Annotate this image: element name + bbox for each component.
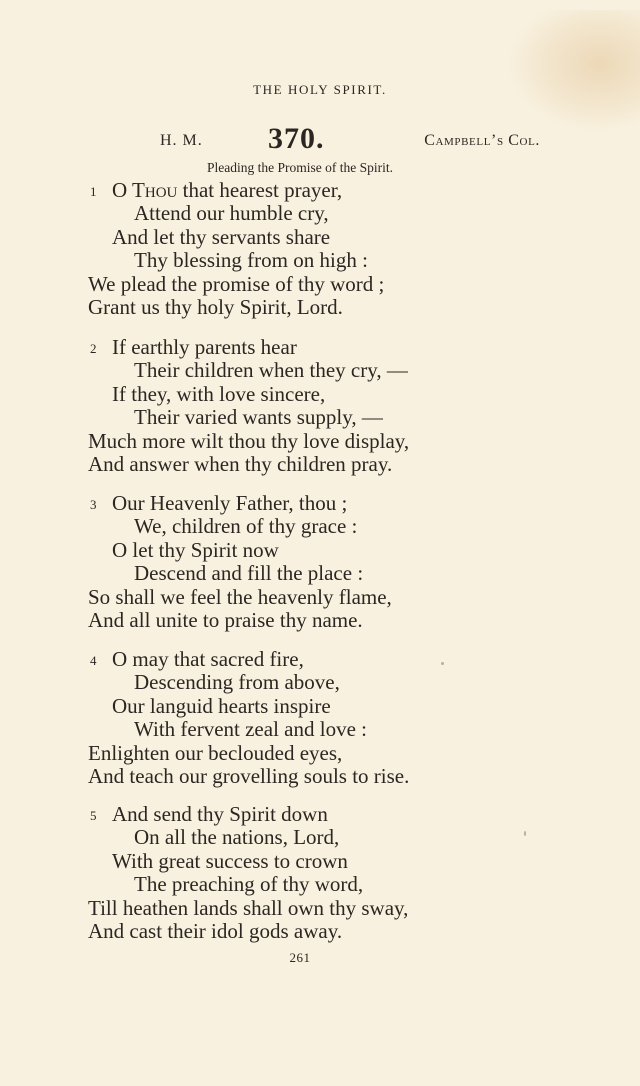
verse-text: If earthly parents hear [112, 335, 297, 359]
verse-line: And let thy servants share [112, 224, 331, 249]
verse-line: Thy blessing from on high : [134, 248, 368, 273]
verse-line: The preaching of thy word, [134, 872, 364, 897]
verse-first-words: O Thou [112, 178, 178, 202]
verse-line: With fervent zeal and love : [134, 717, 367, 742]
verse-line [86, 648, 486, 671]
verse-line: Grant us thy holy Spirit, Lord. [88, 294, 343, 319]
stanza-number: 4 [90, 653, 97, 668]
stanza [86, 648, 486, 788]
verse-line: And all unite to praise thy name. [88, 607, 363, 632]
stanza [86, 803, 486, 943]
verse-line: We, children of thy grace : [134, 514, 358, 539]
paper-stain [510, 10, 640, 130]
stanza-number: 2 [90, 341, 97, 356]
verse-line [86, 179, 486, 202]
verse-line [86, 336, 486, 359]
stanza-number: 5 [90, 808, 97, 823]
stanza-number: 1 [90, 184, 97, 199]
verse-line [86, 803, 486, 826]
hymn-header [152, 122, 540, 162]
stanza [86, 492, 486, 632]
verse-line: Descend and fill the place : [134, 561, 364, 586]
verse-text: Our Heavenly Father, thou ; [112, 491, 348, 515]
verse-line: So shall we feel the heavenly flame, [88, 584, 392, 609]
verse-line: Much more wilt thou thy love display, [88, 428, 410, 453]
verse-line: Our languid hearts inspire [112, 693, 331, 718]
verse-line: Their children when they cry, — [134, 358, 408, 383]
hymn-meter: H. M. [160, 132, 203, 149]
verse-line: Till heathen lands shall own thy sway, [88, 895, 409, 920]
verse-text: that hearest prayer, [177, 178, 343, 202]
ink-speck [524, 831, 526, 836]
verse-text: O may that sacred fire, [112, 647, 304, 671]
page-number: 261 [289, 950, 311, 965]
verse-line: If they, with love sincere, [112, 381, 326, 406]
verse-line: Descending from above, [134, 670, 340, 695]
verse-line: Enlighten our beclouded eyes, [88, 740, 343, 765]
hymn-tune: Campbell’s Col. [424, 132, 540, 149]
verse-line: With great success to crown [112, 848, 348, 873]
verse-line: We plead the promise of thy word ; [88, 271, 385, 296]
verse-line: On all the nations, Lord, [134, 825, 340, 850]
verse-line: And answer when thy children pray. [88, 451, 393, 476]
stanza-number: 3 [90, 497, 97, 512]
verse-text: And send thy Spirit down [112, 802, 328, 826]
running-head: THE HOLY SPIRIT. [253, 82, 387, 97]
stanza [86, 336, 486, 476]
hymn-number: 370. [268, 122, 325, 155]
verse-line: Their varied wants supply, — [134, 405, 383, 430]
verse-line: Attend our humble cry, [134, 201, 329, 226]
verse-line [86, 492, 486, 515]
hymn-subtitle: Pleading the Promise of the Spirit. [207, 160, 393, 175]
verse-line: And cast their idol gods away. [88, 918, 343, 943]
stanza [86, 179, 486, 319]
verse-line: And teach our grovelling souls to rise. [88, 763, 410, 788]
verse-line: O let thy Spirit now [112, 537, 279, 562]
